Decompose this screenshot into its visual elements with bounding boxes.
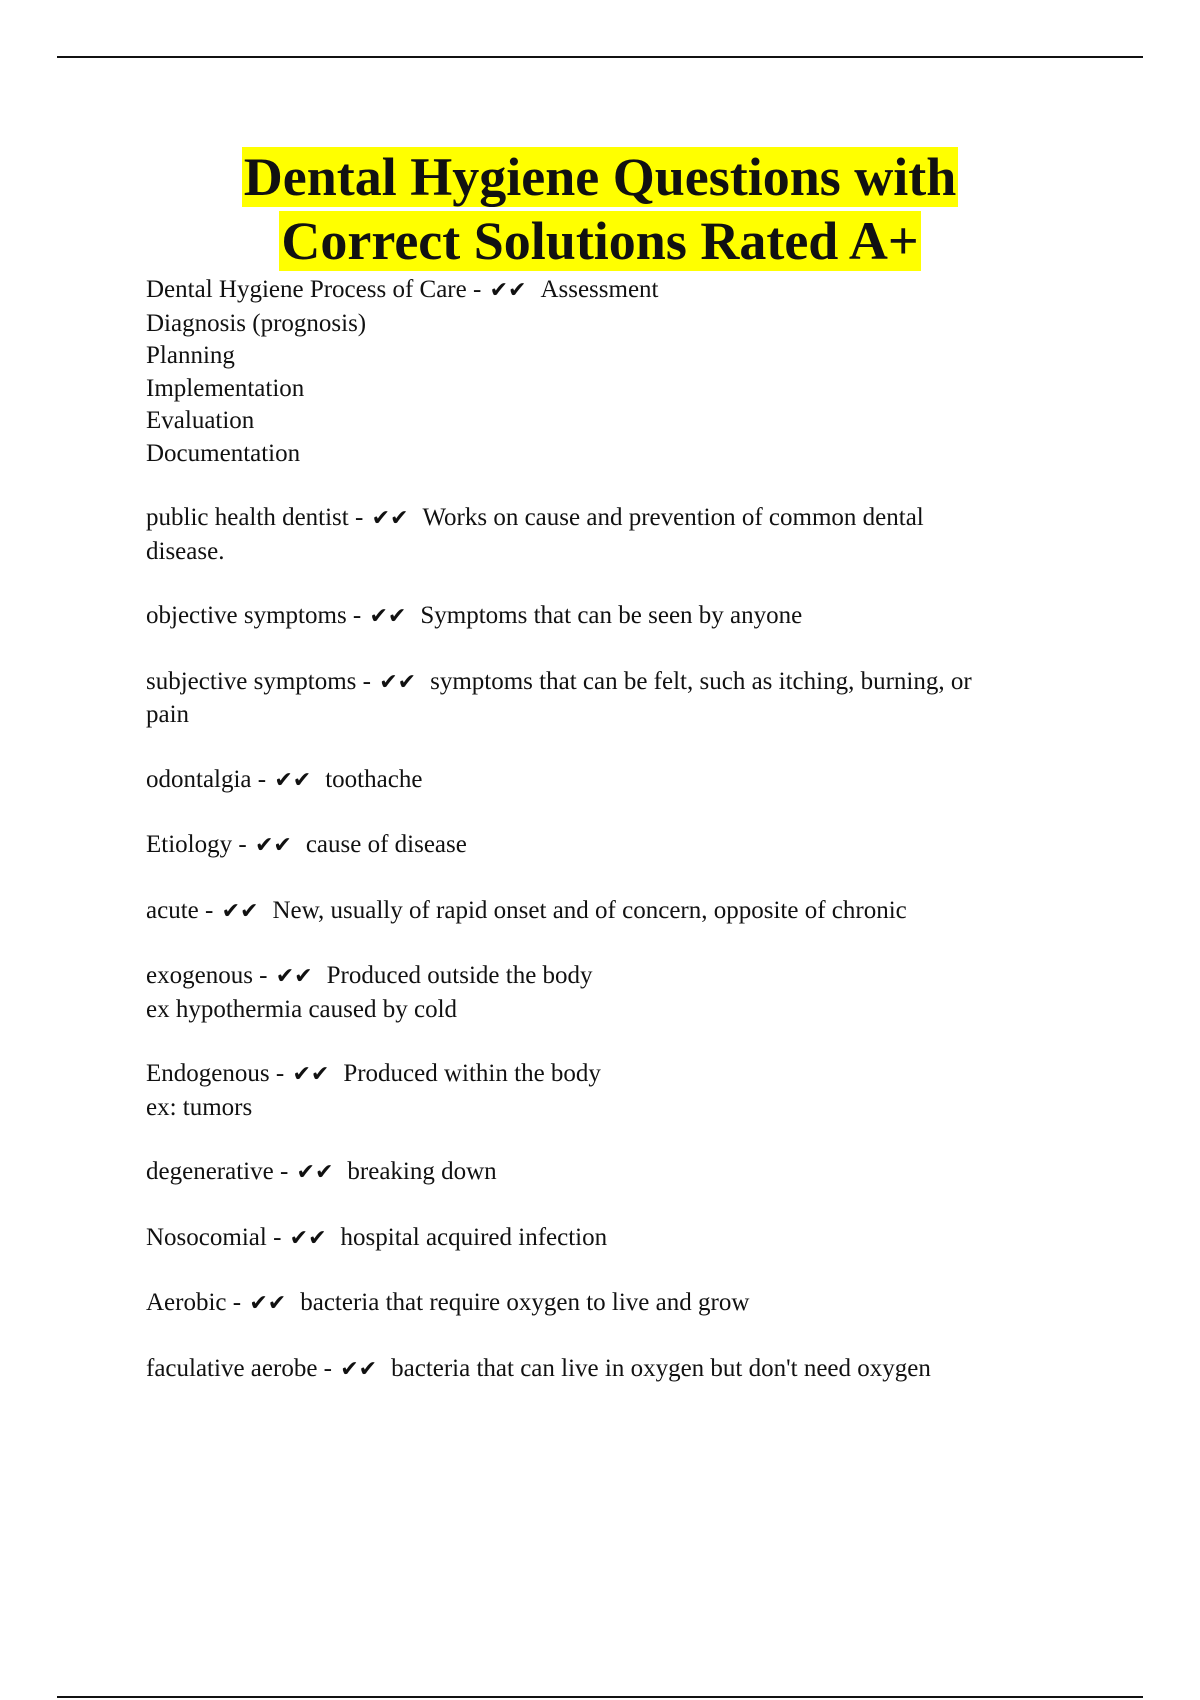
double-check-icon: ✔✔ (274, 767, 312, 793)
qa-term: Etiology (146, 831, 233, 858)
qa-answer-continuation: pain (146, 701, 190, 728)
qa-separator: - (356, 667, 378, 695)
qa-first-line (146, 600, 1106, 634)
qa-entry (146, 666, 1106, 732)
top-rule (57, 56, 1143, 58)
qa-term: acute (146, 896, 199, 924)
qa-entry (146, 764, 1106, 798)
qa-term: Nosocomial (146, 1223, 267, 1251)
qa-answer: Produced within the body (343, 1060, 601, 1087)
qa-term: Aerobic (146, 1289, 227, 1316)
qa-separator: - (251, 765, 273, 793)
qa-term: faculative aerobe (146, 1354, 318, 1382)
qa-answer: breaking down (347, 1158, 497, 1185)
qa-first-line (146, 829, 1106, 863)
qa-answer-continuation: Diagnosis (prognosis) (146, 309, 367, 337)
qa-answer: bacteria that can live in oxygen but don't need oxygen (391, 1354, 931, 1382)
qa-answer: Symptoms that can be seen by anyone (420, 602, 803, 629)
qa-first-line (146, 274, 1106, 308)
qa-first-line (146, 960, 1106, 994)
qa-answer-continuation: Evaluation (146, 407, 255, 434)
qa-entry (146, 829, 1106, 863)
qa-separator: - (317, 1354, 339, 1382)
qa-entry (146, 1058, 1106, 1124)
qa-entry (146, 895, 1106, 929)
double-check-icon: ✔✔ (254, 833, 292, 858)
qa-answer-continuation: ex hypothermia caused by cold (146, 995, 458, 1023)
qa-answer-continuation: ex: tumors (146, 1093, 253, 1121)
qa-first-line (146, 1058, 1106, 1092)
qa-first-line (146, 1287, 1106, 1321)
qa-answer-continuation: Implementation (146, 374, 305, 402)
qa-first-line (146, 1222, 1106, 1256)
qa-term: Endogenous (146, 1060, 270, 1087)
qa-answer: symptoms that can be felt, such as itching, burning, or (430, 667, 972, 695)
qa-first-line (146, 895, 1106, 929)
qa-term: odontalgia (146, 765, 252, 793)
qa-answer: bacteria that require oxygen to live and grow (300, 1289, 750, 1316)
qa-answer-continuation: Planning (146, 342, 235, 369)
qa-first-line (146, 1353, 1106, 1387)
double-check-icon: ✔✔ (489, 278, 527, 303)
double-check-icon: ✔✔ (296, 1160, 334, 1185)
qa-term: degenerative (146, 1158, 274, 1185)
qa-first-line (146, 764, 1106, 798)
qa-entry (146, 502, 1106, 568)
double-check-icon: ✔✔ (221, 898, 259, 924)
qa-first-line (146, 1156, 1106, 1190)
qa-separator: - (348, 504, 370, 531)
double-check-icon: ✔✔ (292, 1062, 330, 1087)
qa-separator: - (232, 831, 253, 858)
double-check-icon: ✔✔ (249, 1291, 287, 1316)
qa-answer-continuation: Documentation (146, 439, 301, 467)
qa-answer: toothache (325, 765, 423, 793)
double-check-icon: ✔✔ (340, 1356, 378, 1382)
qa-answer: Works on cause and prevention of common dental (422, 504, 924, 531)
qa-term: exogenous (146, 962, 253, 989)
qa-entry (146, 1222, 1106, 1256)
double-check-icon: ✔✔ (275, 964, 313, 989)
double-check-icon: ✔✔ (371, 506, 409, 531)
qa-term: objective symptoms (146, 602, 347, 629)
qa-entry (146, 1287, 1106, 1321)
qa-separator: - (266, 1223, 288, 1251)
qa-list (146, 274, 1106, 1418)
qa-term: subjective symptoms (146, 667, 357, 695)
qa-separator: - (198, 896, 220, 924)
qa-entry (146, 1353, 1106, 1387)
qa-separator: - (466, 276, 488, 303)
qa-first-line (146, 502, 1106, 536)
qa-separator: - (273, 1158, 295, 1185)
title-line-1: Dental Hygiene Questions with (243, 147, 957, 207)
qa-answer: hospital acquired infection (340, 1223, 608, 1251)
qa-entry (146, 274, 1106, 470)
page-title (0, 145, 1200, 273)
qa-term: Dental Hygiene Process of Care (146, 276, 467, 303)
qa-answer: cause of disease (305, 831, 467, 858)
qa-term: public health dentist (146, 504, 349, 531)
qa-answer-continuation: disease. (146, 537, 225, 565)
double-check-icon: ✔✔ (289, 1225, 327, 1251)
qa-answer: Produced outside the body (326, 962, 593, 989)
double-check-icon: ✔✔ (379, 669, 417, 695)
qa-entry (146, 1156, 1106, 1190)
qa-separator: - (346, 602, 368, 629)
qa-separator: - (252, 962, 274, 989)
qa-answer: Assessment (540, 276, 659, 303)
qa-answer: New, usually of rapid onset and of concern, opposite of chronic (272, 896, 907, 924)
title-line-2: Correct Solutions Rated A+ (281, 211, 919, 271)
qa-entry (146, 600, 1106, 634)
double-check-icon: ✔✔ (369, 604, 407, 629)
qa-first-line (146, 666, 1106, 700)
qa-entry (146, 960, 1106, 1026)
bottom-rule (57, 1696, 1143, 1698)
qa-separator: - (226, 1289, 248, 1316)
qa-separator: - (269, 1060, 291, 1087)
